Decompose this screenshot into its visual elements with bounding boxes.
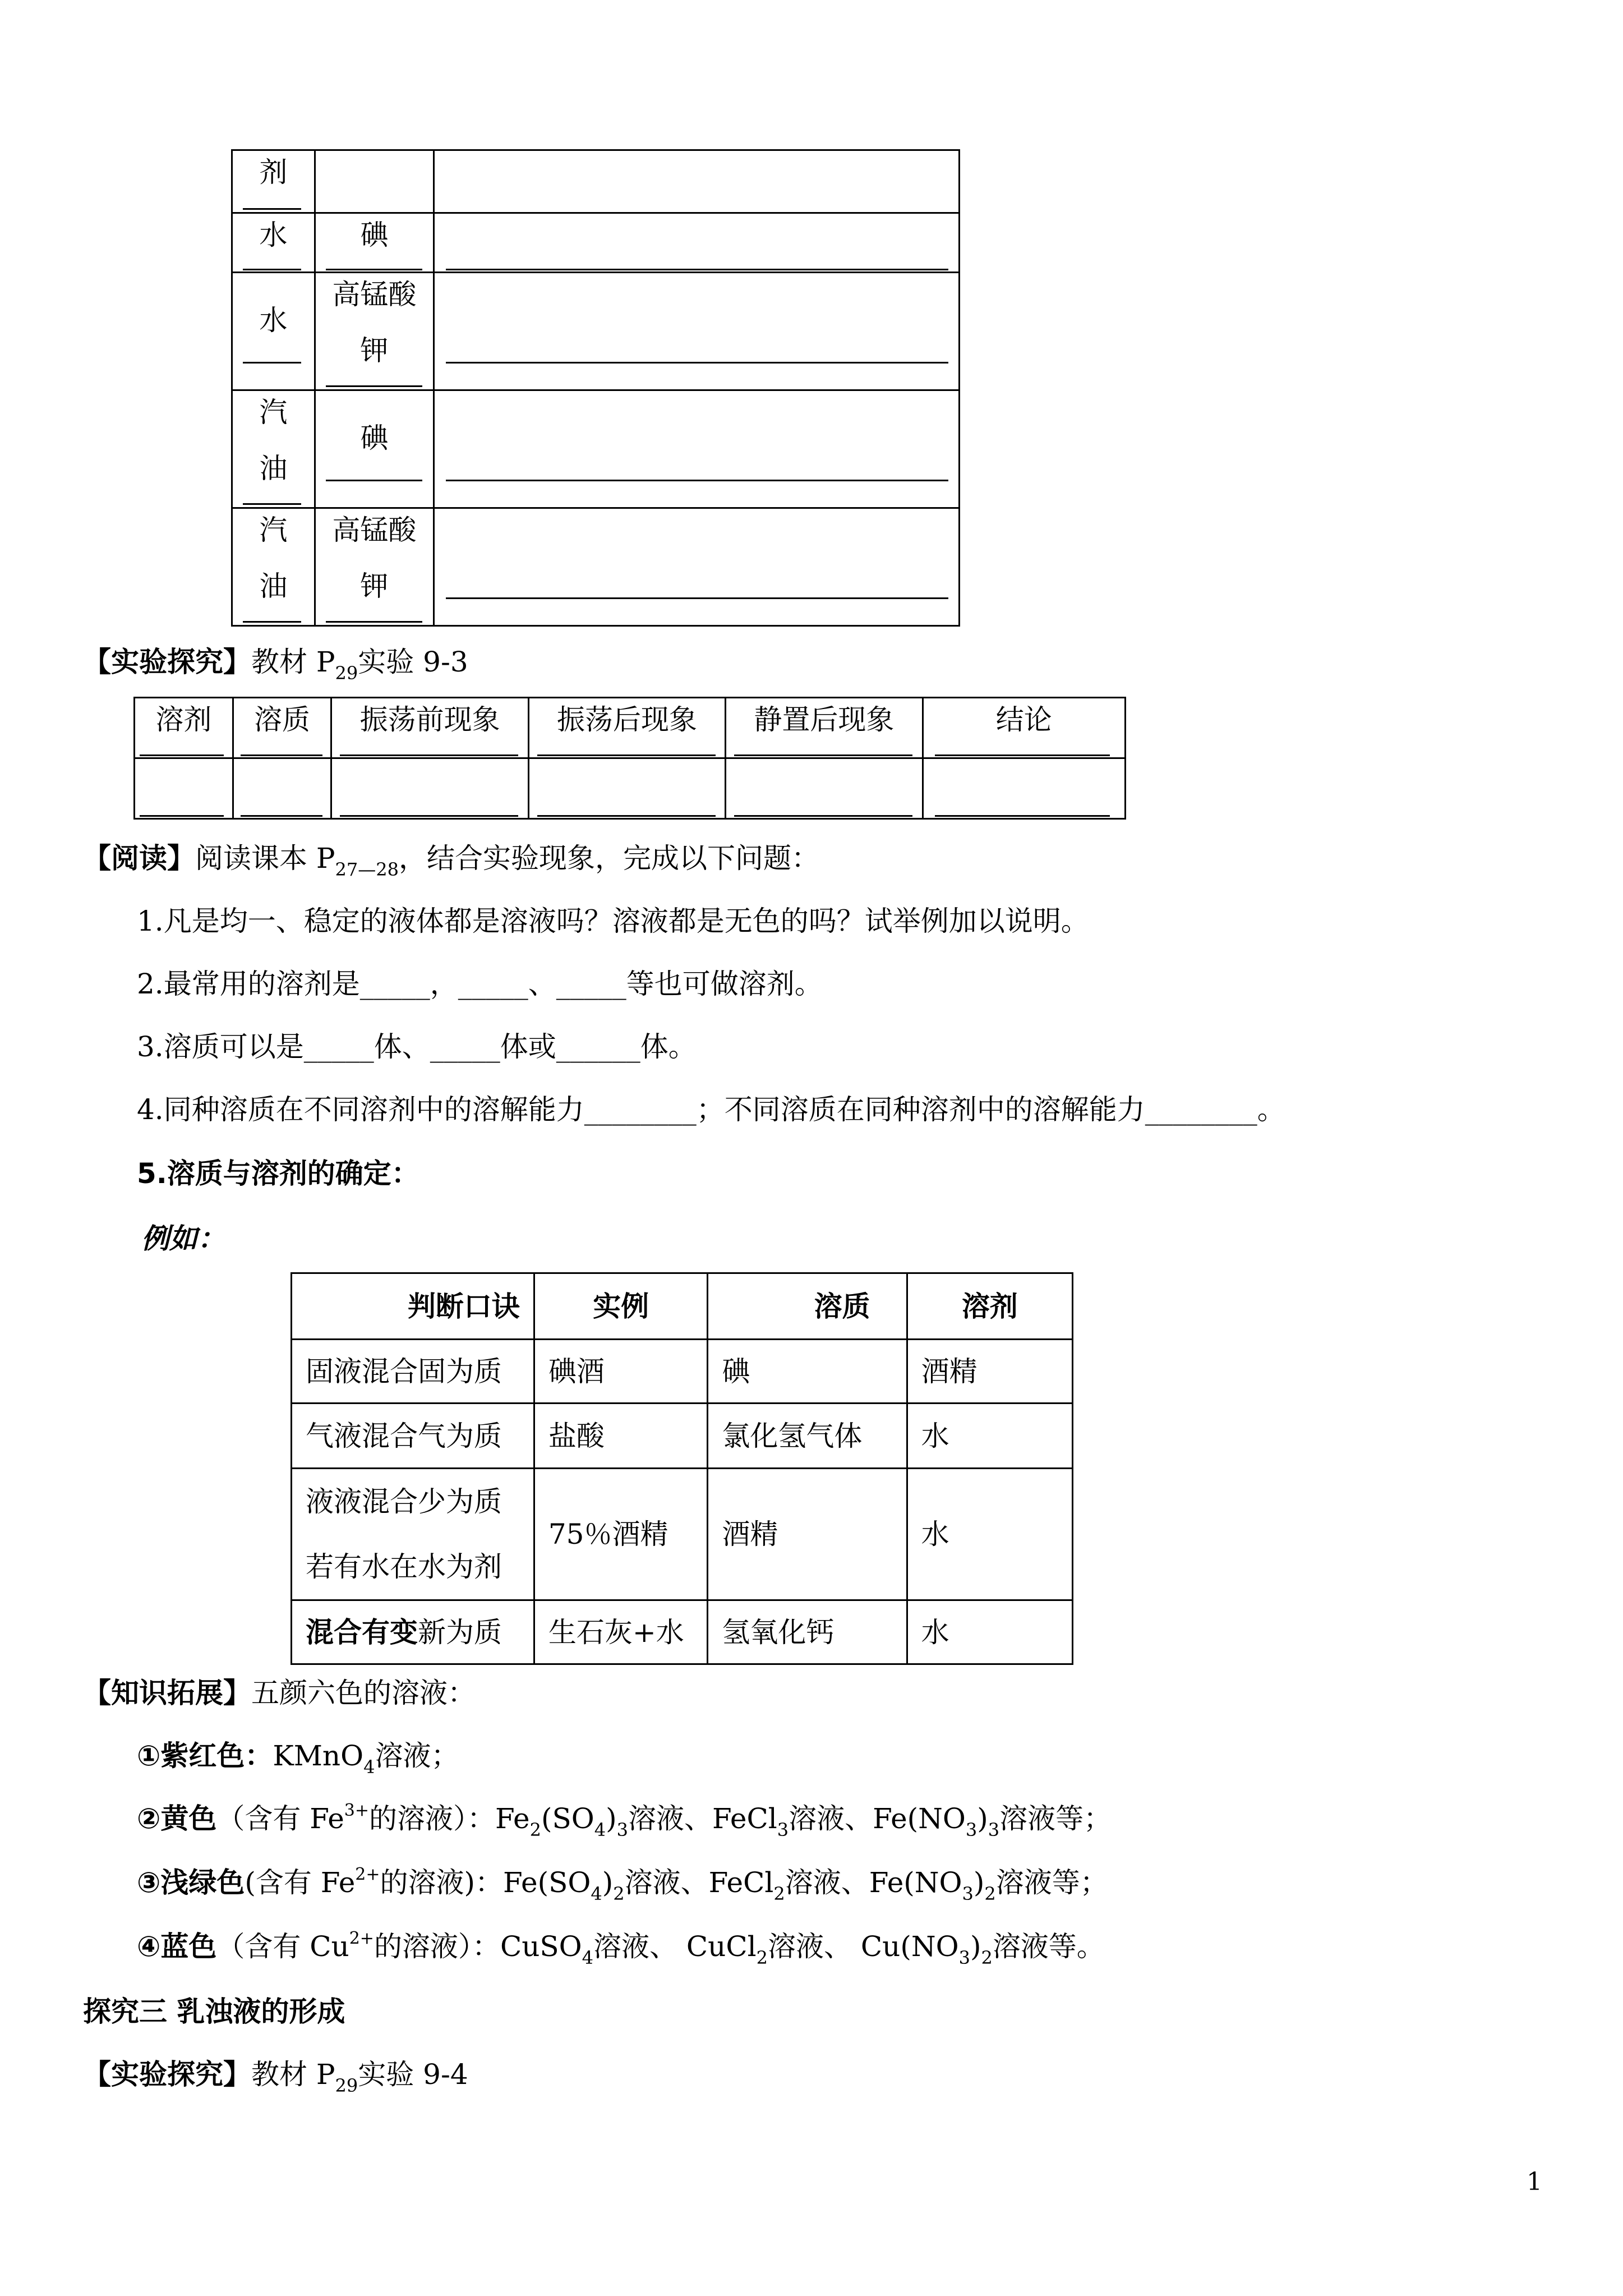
answer-blank <box>935 815 1110 817</box>
rule-cell: 液液混合少为质 若有水在水为剂 <box>292 1469 534 1600</box>
answer-cell <box>331 758 528 819</box>
answer-blank <box>734 754 912 756</box>
observation-cell <box>434 273 960 390</box>
table-header-row <box>135 698 1126 758</box>
section-title: 探究三 乳浊液的形成 <box>83 1995 345 2028</box>
table-header-row <box>292 1273 1073 1340</box>
solvent-cell <box>232 390 315 508</box>
question-2: 2.最常用的溶剂是_____，_____、_____等也可做溶剂。 <box>137 968 823 1000</box>
answer-blank <box>326 621 422 623</box>
column-header: 振荡后现象 <box>528 698 725 758</box>
example-cell: 碘酒 <box>534 1340 708 1404</box>
page-number: 1 <box>1527 2168 1542 2196</box>
solvent-cell <box>232 508 315 626</box>
rule-cell: 固液混合固为质 <box>292 1340 534 1404</box>
table-row <box>232 508 960 626</box>
table-row <box>232 273 960 390</box>
answer-blank <box>340 815 518 817</box>
question-4: 4.同种溶质在不同溶剂中的溶解能力________；不同溶质在同种溶剂中的溶解能力________。 <box>137 1093 1285 1126</box>
answer-blank <box>140 815 224 817</box>
answer-blank <box>326 269 422 270</box>
column-header: 溶剂 <box>135 698 233 758</box>
solvent-cell: 水 <box>907 1600 1072 1664</box>
question-5: 5.溶质与溶剂的确定： <box>137 1157 419 1190</box>
solute-label: 碘 <box>360 422 389 454</box>
column-header: 溶剂 <box>907 1273 1072 1340</box>
solute-label: 高锰酸 <box>332 278 417 311</box>
solvent-label: 水 <box>259 304 288 337</box>
solvent-cell <box>232 150 315 213</box>
answer-blank <box>537 815 716 817</box>
solvent-label: 水 <box>259 219 288 251</box>
example-cell: 盐酸 <box>534 1404 708 1469</box>
answer-blank <box>243 362 301 364</box>
answer-blank <box>537 754 716 756</box>
color-item-purple: ①紫红色：KMnO$_4$溶液； <box>137 1740 459 1778</box>
reading-heading: 【阅读】阅读课本 $P_{27—28}$，结合实验现象，完成以下问题： <box>83 842 819 880</box>
extension-heading: 【知识拓展】五颜六色的溶液： <box>83 1677 476 1709</box>
answer-blank <box>140 754 224 756</box>
answer-blank <box>326 385 422 387</box>
example-cell: 生石灰+水 <box>534 1600 708 1664</box>
answer-blank <box>446 269 948 270</box>
solubility-table <box>231 149 960 627</box>
solute-cell: 氯化氢气体 <box>708 1404 907 1469</box>
answer-cell <box>233 758 331 819</box>
solvent-cell: 水 <box>907 1469 1072 1600</box>
answer-cell <box>135 758 233 819</box>
observation-cell <box>434 150 960 213</box>
solvent-cell: 酒精 <box>907 1340 1072 1404</box>
table-row <box>292 1469 1073 1600</box>
solute-cell <box>315 150 434 213</box>
column-header: 振荡前现象 <box>331 698 528 758</box>
solute-cell: 氢氧化钙 <box>708 1600 907 1664</box>
solvent-label: 油 <box>259 570 288 602</box>
table-row <box>232 390 960 508</box>
answer-blank <box>243 269 301 270</box>
solvent-label: 汽 <box>259 514 288 546</box>
table-row <box>292 1404 1073 1469</box>
solvent-cell: 水 <box>907 1404 1072 1469</box>
question-1: 1.凡是均一、稳定的液体都是溶液吗？溶液都是无色的吗？试举例加以说明。 <box>137 905 1089 937</box>
solvent-cell <box>232 273 315 390</box>
solute-cell <box>315 390 434 508</box>
answer-blank <box>243 621 301 623</box>
answer-blank <box>446 480 948 481</box>
solute-cell <box>315 213 434 273</box>
answer-cell <box>528 758 725 819</box>
solvent-label: 汽 <box>259 396 288 429</box>
column-header: 判断口诀 <box>292 1273 534 1340</box>
answer-blank <box>446 362 948 364</box>
answer-blank <box>243 503 301 505</box>
answer-blank <box>241 815 322 817</box>
color-item-light-green: ③浅绿色(含有 $Fe^{2+}$的溶液)：$Fe(SO_4)_2$溶液、FeCl$_2$溶液、$Fe(NO_3)_2$溶液等； <box>137 1865 1108 1904</box>
solute-cell: 酒精 <box>708 1469 907 1600</box>
table-row <box>135 758 1126 819</box>
experiment-heading: 【实验探究】教材 $P_{29}$实验 9-3 <box>83 646 468 684</box>
answer-blank <box>243 208 301 210</box>
solvent-label: 剂 <box>259 156 288 188</box>
column-header: 静置后现象 <box>726 698 923 758</box>
column-header: 实例 <box>534 1273 708 1340</box>
solvent-cell <box>232 213 315 273</box>
answer-blank <box>241 754 322 756</box>
answer-blank <box>935 754 1110 756</box>
solute-label: 碘 <box>360 219 389 251</box>
example-label: 例如： <box>141 1222 225 1255</box>
table-row <box>232 150 960 213</box>
solute-cell <box>315 273 434 390</box>
rule-cell: 混合有变新为质 <box>292 1600 534 1664</box>
solute-solvent-table <box>291 1272 1073 1665</box>
table-row <box>292 1600 1073 1664</box>
observation-cell <box>434 213 960 273</box>
solute-label: 高锰酸 <box>332 514 417 546</box>
solute-cell: 碘 <box>708 1340 907 1404</box>
observation-cell <box>434 508 960 626</box>
answer-blank <box>446 597 948 599</box>
answer-cell <box>726 758 923 819</box>
solvent-label: 油 <box>259 452 288 485</box>
answer-blank <box>326 480 422 481</box>
observation-cell <box>434 390 960 508</box>
answer-blank <box>340 754 518 756</box>
experiment-table <box>133 697 1126 820</box>
experiment-heading: 【实验探究】教材 $P_{29}$实验 9-4 <box>83 2058 468 2096</box>
column-header: 溶质 <box>233 698 331 758</box>
table-row <box>232 213 960 273</box>
color-item-blue: ④蓝色（含有 $Cu^{2+}$的溶液）：CuSO$_4$溶液、 CuCl$_2$溶液、 $Cu(NO_3)_2$溶液等。 <box>137 1929 1105 1968</box>
table-row <box>292 1340 1073 1404</box>
question-3: 3.溶质可以是_____体、_____体或______体。 <box>137 1030 697 1063</box>
column-header: 溶质 <box>708 1273 907 1340</box>
rule-cell: 气液混合气为质 <box>292 1404 534 1469</box>
solute-label: 钾 <box>360 570 389 602</box>
example-cell: 75％酒精 <box>534 1469 708 1600</box>
solute-cell <box>315 508 434 626</box>
solute-label: 钾 <box>360 334 389 367</box>
color-item-yellow: ②黄色（含有 $Fe^{3+}$的溶液）：$Fe_2(SO_4)_3$溶液、FeCl$_3$溶液、$Fe(NO_3)_3$溶液等； <box>137 1801 1112 1841</box>
column-header: 结论 <box>923 698 1125 758</box>
answer-blank <box>734 815 912 817</box>
answer-cell <box>923 758 1125 819</box>
